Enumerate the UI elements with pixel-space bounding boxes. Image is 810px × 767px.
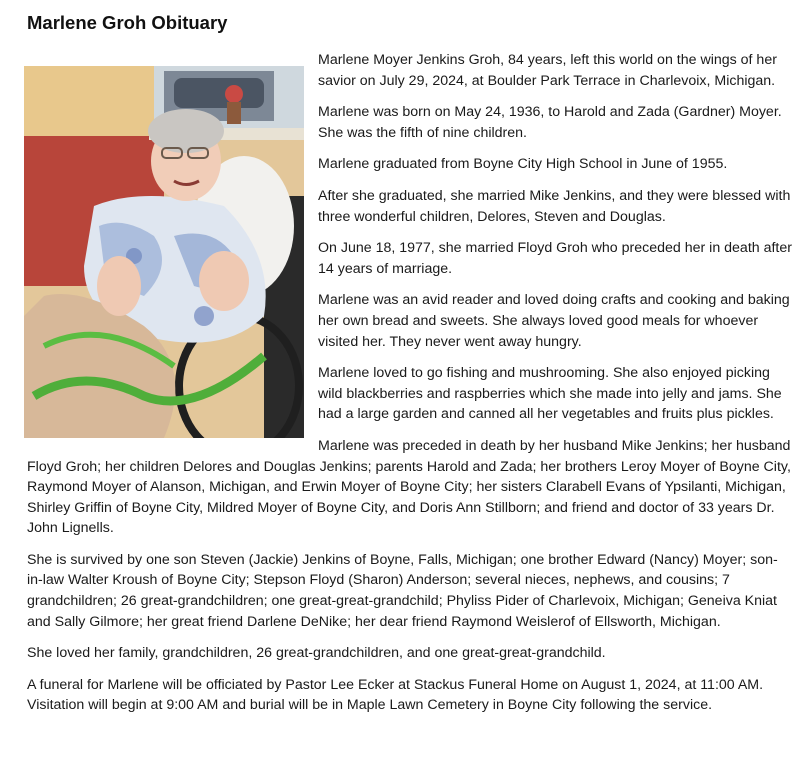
paragraph-5: On June 18, 1977, she married Floyd Groh who preceded her in death after 14 years of marriage. [318,240,792,277]
paragraph-8: Marlene was preceded in death by her husband Mike Jenkins; her husband Floyd Groh; her children Delores and Douglas Jenkins; parents Harold and Zada; her brothers Leroy Moyer of Boyne City, Raymond Moyer of Alanson, Michigan, and Erwin Moyer of Boyne City; her sisters Clarabell Evans of Ypsilanti, Michigan, Shirley Griffin of Boyne City, Mildred Moyer of Boyne City, and Doris Ann Stillborn; and friend and doctor of 33 years Dr. John Lignells. [27,437,791,537]
paragraph-7: Marlene loved to go fishing and mushrooming. She also enjoyed picking wild blackberries and raspberries which she made into jelly and jams. She had a large garden and canned all her vegetables and fruits plus pickles. [318,365,782,423]
page-title: Marlene Groh Obituary [27,12,228,33]
paragraph-6: Marlene was an avid reader and loved doing crafts and cooking and baking her own bread and sweets. She always loved good meals for whoever visited her. They never went away hungry. [318,292,790,350]
obituary-body [27,50,793,727]
paragraph-10: She loved her family, grandchildren, 26 great-grandchildren, and one great-great-grandchild. [27,645,606,662]
paragraph-4: After she graduated, she married Mike Jenkins, and they were blessed with three wonderful children, Delores, Steven and Douglas. [318,187,791,225]
portrait-photo [24,66,304,438]
paragraph-9: She is survived by one son Steven (Jackie) Jenkins of Boyne, Falls, Michigan; one brother Edward (Nancy) Moyer; son-in-law Walter Kroush of Boyne City; Stepson Floyd (Sharon) Anderson; several nieces, nephews, and cousins; 7 grandchildren; 26 great-grandchildren; one great-great-grandchild; Phyliss Pider of Charlevoix, Michigan; Geneiva Kniat and Sally Gilmore; her great friend Darlene DeNike; her dear friend Raymond Weislerof of Ellsworth, Michigan. [27,551,778,630]
paragraph-3: Marlene graduated from Boyne City High School in June of 1955. [318,156,728,173]
paragraph-1: Marlene Moyer Jenkins Groh, 84 years, left this world on the wings of her savior on July 29, 2024, at Boulder Park Terrace in Charlevoix, Michigan. [318,52,777,89]
paragraph-2: Marlene was born on May 24, 1936, to Harold and Zada (Gardner) Moyer. She was the fifth of nine children. [318,104,782,141]
paragraph-11: A funeral for Marlene will be officiated by Pastor Lee Ecker at Stackus Funeral Home on August 1, 2024, at 11:00 AM. Visitation will begin at 9:00 AM and burial will be in Maple Lawn Cemetery in Boyne City following the service. [27,676,764,714]
